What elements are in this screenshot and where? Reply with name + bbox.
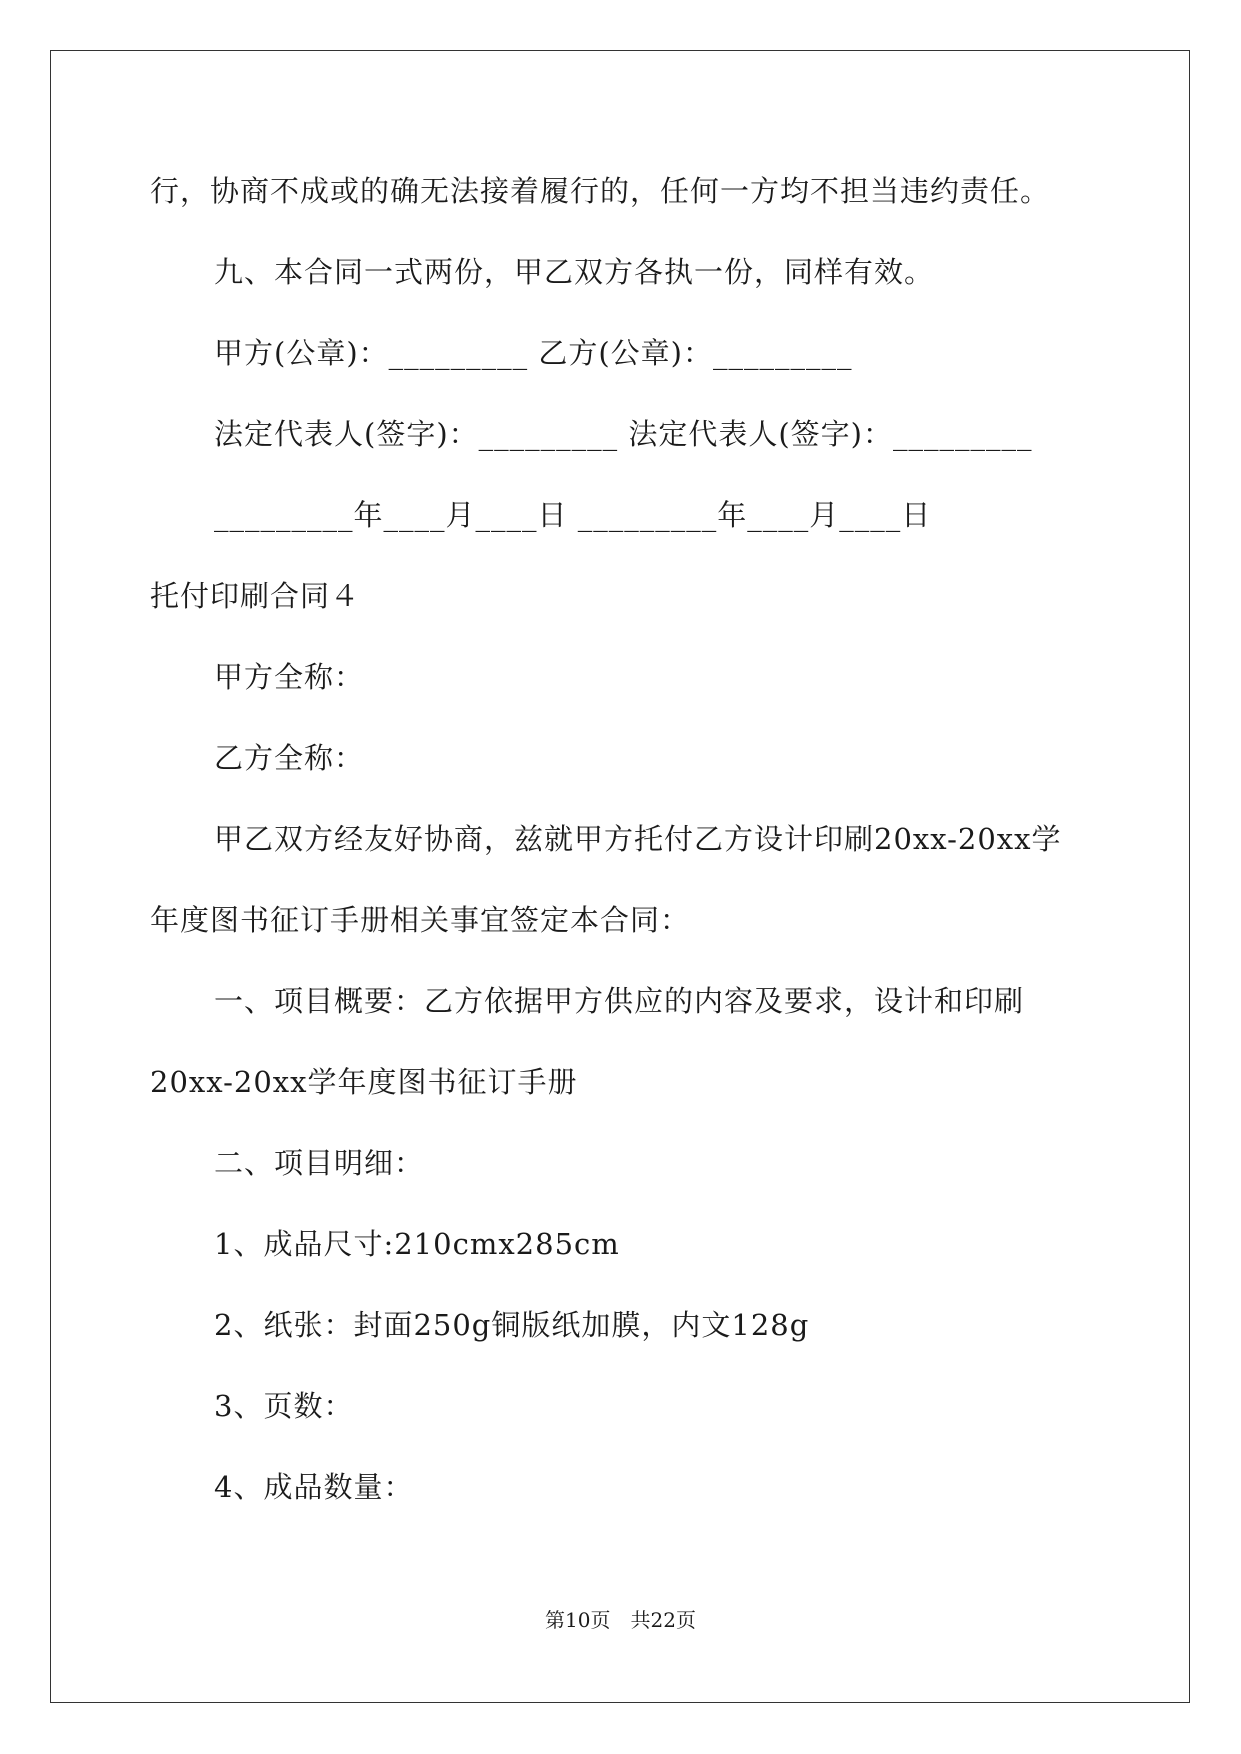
list-item: 3、页数： [214,1389,354,1423]
signature-line-date: _________年____月____日 _________年____月____日 [214,498,932,532]
signature-line-representative: 法定代表人(签字)：_________ 法定代表人(签字)：_________ [214,417,1033,451]
party-b-name: 乙方全称： [214,741,365,775]
list-heading: 二、项目明细： [214,1146,425,1180]
page-border [50,50,1190,1703]
list-item: 4、成品数量： [214,1470,414,1504]
paragraph-line: 一、项目概要：乙方依据甲方供应的内容及要求，设计和印刷 [214,984,1025,1018]
paragraph-line: 20xx-20xx学年度图书征订手册 [150,1065,578,1099]
list-item: 2、纸张：封面250g铜版纸加膜，内文128g [214,1308,810,1342]
paragraph-line: 行，协商不成或的确无法接着履行的，任何一方均不担当违约责任。 [150,174,1051,208]
paragraph-line: 年度图书征订手册相关事宜签定本合同： [150,903,691,937]
party-a-name: 甲方全称： [214,660,365,694]
page-number: 第10页 共22页 [545,1608,696,1632]
list-item: 1、成品尺寸:210cmx285cm [214,1227,620,1261]
paragraph-line: 九、本合同一式两份，甲乙双方各执一份，同样有效。 [214,255,935,289]
signature-line-seal: 甲方(公章)：_________ 乙方(公章)：_________ [214,336,853,370]
section-title: 托付印刷合同４ [150,579,361,613]
paragraph-line: 甲乙双方经友好协商，兹就甲方托付乙方设计印刷20xx-20xx学 [214,822,1062,856]
